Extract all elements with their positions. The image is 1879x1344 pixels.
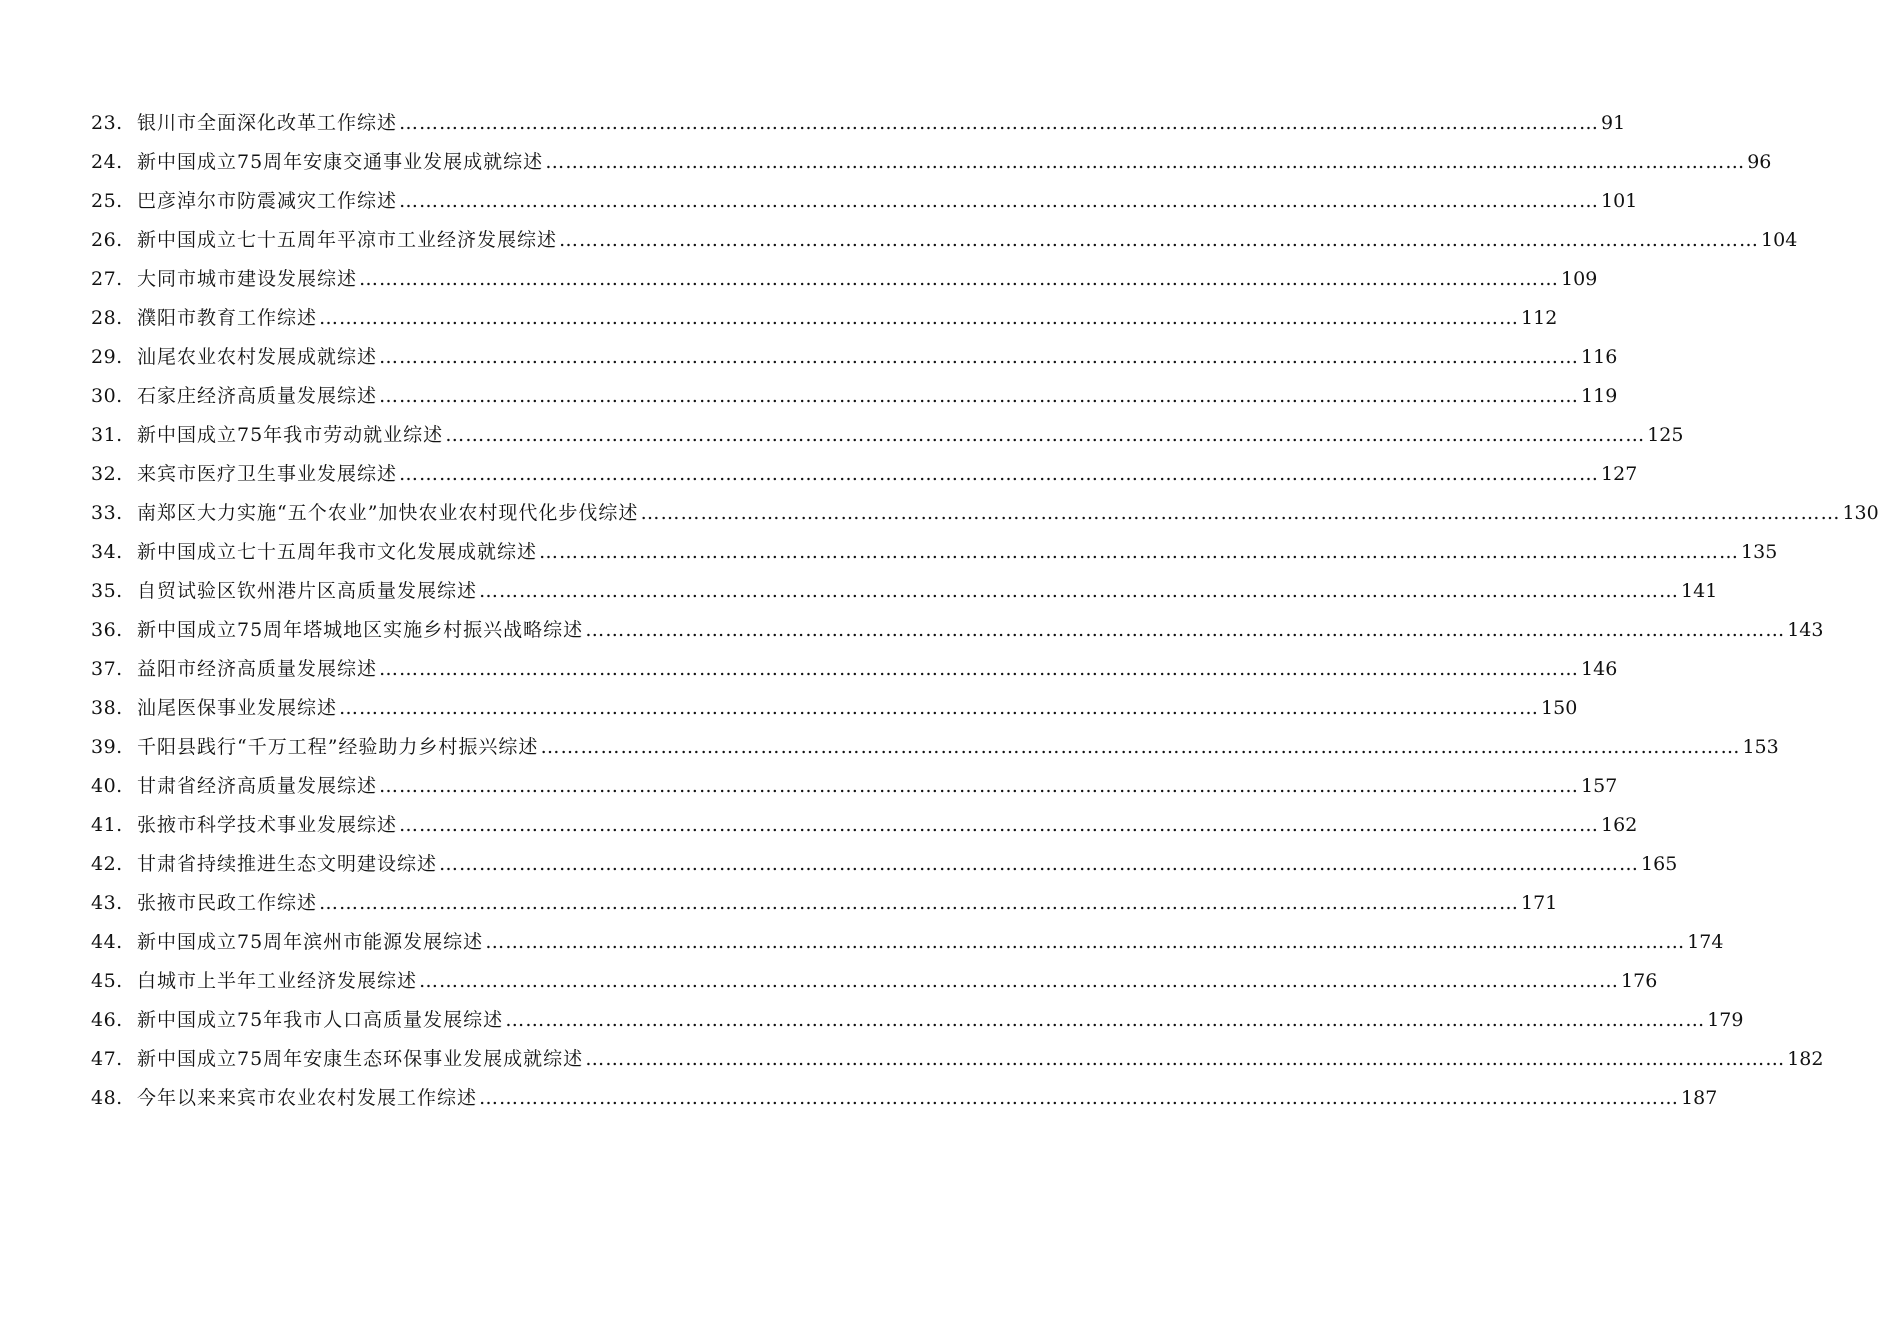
toc-entry-number: 29. (91, 346, 123, 368)
toc-entry-title: 千阳县践行“千万工程”经验助力乡村振兴综述 (137, 736, 539, 758)
toc-entry-title: 新中国成立75年我市人口高质量发展综述 (137, 1009, 504, 1031)
toc-entry-title: 张掖市科学技术事业发展综述 (137, 814, 398, 836)
toc-entry-number: 43. (91, 892, 123, 914)
toc-entry-page: 116 (1581, 346, 1618, 368)
toc-entry-number: 33. (91, 502, 123, 524)
toc-entry-40[interactable] (91, 767, 1618, 806)
toc-entry-page: 130 (1842, 502, 1879, 524)
toc-entry-title: 益阳市经济高质量发展综述 (137, 658, 378, 680)
toc-entry-title: 自贸试验区钦州港片区高质量发展综述 (137, 580, 478, 602)
toc-entry-26[interactable] (91, 221, 1798, 260)
toc-entry-number: 36. (91, 619, 123, 641)
toc-entry-number: 48. (91, 1087, 123, 1109)
toc-entry-35[interactable] (91, 572, 1718, 611)
toc-entry-31[interactable] (91, 416, 1684, 455)
dot-leader: ……………………………………………………………………………………………………………………………………………………………… (445, 424, 1646, 446)
toc-entry-number: 26. (91, 229, 123, 251)
toc-entry-page: 135 (1741, 541, 1778, 563)
toc-entry-number: 28. (91, 307, 123, 329)
toc-entry-23[interactable] (91, 104, 1626, 143)
toc-entry-33[interactable] (91, 494, 1879, 533)
dot-leader: ……………………………………………………………………………………………………………………………………………………………… (379, 775, 1580, 797)
toc-entry-number: 41. (91, 814, 123, 836)
dot-leader: ……………………………………………………………………………………………………………………………………………………………… (399, 190, 1600, 212)
toc-entry-page: 171 (1521, 892, 1558, 914)
toc-entry-number: 24. (91, 151, 123, 173)
toc-entry-page: 119 (1581, 385, 1618, 407)
dot-leader: ……………………………………………………………………………………………………………………………………………………………… (545, 151, 1746, 173)
table-of-contents (91, 104, 1879, 1118)
dot-leader: ……………………………………………………………………………………………………………………………………………………………… (585, 619, 1786, 641)
toc-entry-page: 109 (1561, 268, 1598, 290)
dot-leader: ……………………………………………………………………………………………………………………………………………………………… (559, 229, 1760, 251)
toc-entry-title: 银川市全面深化改革工作综述 (137, 112, 398, 134)
toc-entry-number: 23. (91, 112, 123, 134)
toc-entry-44[interactable] (91, 923, 1724, 962)
toc-entry-48[interactable] (91, 1079, 1718, 1118)
toc-entry-title: 汕尾医保事业发展综述 (137, 697, 338, 719)
dot-leader: ……………………………………………………………………………………………………………………………………………………………… (379, 346, 1580, 368)
toc-entry-page: 125 (1647, 424, 1684, 446)
toc-entry-number: 46. (91, 1009, 123, 1031)
toc-entry-27[interactable] (91, 260, 1598, 299)
toc-entry-page: 174 (1687, 931, 1724, 953)
toc-entry-page: 146 (1581, 658, 1618, 680)
dot-leader: ……………………………………………………………………………………………………………………………………………………………… (399, 463, 1600, 485)
toc-entry-title: 今年以来来宾市农业农村发展工作综述 (137, 1087, 478, 1109)
dot-leader: ……………………………………………………………………………………………………………………………………………………………… (640, 502, 1841, 524)
toc-entry-number: 39. (91, 736, 123, 758)
dot-leader: ……………………………………………………………………………………………………………………………………………………………… (585, 1048, 1786, 1070)
toc-entry-43[interactable] (91, 884, 1558, 923)
toc-entry-number: 25. (91, 190, 123, 212)
toc-entry-title: 白城市上半年工业经济发展综述 (137, 970, 418, 992)
toc-entry-number: 38. (91, 697, 123, 719)
toc-entry-title: 张掖市民政工作综述 (137, 892, 318, 914)
toc-entry-number: 32. (91, 463, 123, 485)
toc-entry-page: 187 (1681, 1087, 1718, 1109)
dot-leader: ……………………………………………………………………………………………………………………………………………………………… (540, 736, 1741, 758)
toc-entry-page: 91 (1601, 112, 1626, 134)
toc-entry-number: 37. (91, 658, 123, 680)
toc-entry-page: 127 (1601, 463, 1638, 485)
toc-entry-page: 150 (1541, 697, 1578, 719)
toc-entry-number: 35. (91, 580, 123, 602)
dot-leader: ……………………………………………………………………………………………………………………………………………………………… (539, 541, 1740, 563)
toc-entry-title: 甘肃省经济高质量发展综述 (137, 775, 378, 797)
dot-leader: ……………………………………………………………………………………………………………………………………………………………… (379, 385, 1580, 407)
dot-leader: ……………………………………………………………………………………………………………………………………………………………… (359, 268, 1560, 290)
toc-entry-page: 153 (1742, 736, 1779, 758)
toc-entry-number: 27. (91, 268, 123, 290)
toc-entry-28[interactable] (91, 299, 1558, 338)
dot-leader: ……………………………………………………………………………………………………………………………………………………………… (485, 931, 1686, 953)
toc-entry-title: 来宾市医疗卫生事业发展综述 (137, 463, 398, 485)
dot-leader: ……………………………………………………………………………………………………………………………………………………………… (505, 1009, 1706, 1031)
toc-entry-title: 新中国成立七十五周年平凉市工业经济发展综述 (137, 229, 558, 251)
dot-leader: ……………………………………………………………………………………………………………………………………………………………… (379, 658, 1580, 680)
dot-leader: ……………………………………………………………………………………………………………………………………………………………… (319, 892, 1520, 914)
toc-entry-38[interactable] (91, 689, 1578, 728)
toc-entry-page: 182 (1787, 1048, 1824, 1070)
toc-entry-page: 157 (1581, 775, 1618, 797)
dot-leader: ……………………………………………………………………………………………………………………………………………………………… (399, 112, 1600, 134)
toc-entry-title: 南郑区大力实施“五个农业”加快农业农村现代化步伐综述 (137, 502, 639, 524)
dot-leader: ……………………………………………………………………………………………………………………………………………………………… (479, 1087, 1680, 1109)
toc-entry-page: 104 (1761, 229, 1798, 251)
toc-entry-number: 44. (91, 931, 123, 953)
toc-entry-number: 34. (91, 541, 123, 563)
toc-entry-title: 新中国成立75周年安康交通事业发展成就综述 (137, 151, 544, 173)
toc-entry-46[interactable] (91, 1001, 1744, 1040)
toc-entry-number: 47. (91, 1048, 123, 1070)
toc-entry-number: 30. (91, 385, 123, 407)
toc-entry-title: 石家庄经济高质量发展综述 (137, 385, 378, 407)
dot-leader: ……………………………………………………………………………………………………………………………………………………………… (339, 697, 1540, 719)
dot-leader: ……………………………………………………………………………………………………………………………………………………………… (419, 970, 1620, 992)
toc-entry-page: 143 (1787, 619, 1824, 641)
toc-entry-page: 162 (1601, 814, 1638, 836)
dot-leader: ……………………………………………………………………………………………………………………………………………………………… (439, 853, 1640, 875)
toc-entry-title: 甘肃省持续推进生态文明建设综述 (137, 853, 438, 875)
toc-entry-25[interactable] (91, 182, 1638, 221)
toc-entry-34[interactable] (91, 533, 1778, 572)
toc-entry-page: 96 (1747, 151, 1772, 173)
toc-entry-number: 45. (91, 970, 123, 992)
toc-entry-47[interactable] (91, 1040, 1824, 1079)
toc-entry-39[interactable] (91, 728, 1779, 767)
dot-leader: ……………………………………………………………………………………………………………………………………………………………… (479, 580, 1680, 602)
toc-entry-page: 176 (1621, 970, 1658, 992)
toc-entry-title: 巴彦淖尔市防震减灾工作综述 (137, 190, 398, 212)
toc-entry-title: 新中国成立75周年安康生态环保事业发展成就综述 (137, 1048, 584, 1070)
toc-entry-45[interactable] (91, 962, 1658, 1001)
toc-entry-title: 大同市城市建设发展综述 (137, 268, 358, 290)
toc-entry-number: 40. (91, 775, 123, 797)
dot-leader: ……………………………………………………………………………………………………………………………………………………………… (319, 307, 1520, 329)
toc-entry-title: 汕尾农业农村发展成就综述 (137, 346, 378, 368)
toc-entry-page: 179 (1707, 1009, 1744, 1031)
toc-entry-42[interactable] (91, 845, 1678, 884)
toc-entry-32[interactable] (91, 455, 1638, 494)
toc-entry-number: 31. (91, 424, 123, 446)
toc-entry-title: 新中国成立75周年滨州市能源发展综述 (137, 931, 484, 953)
toc-entry-number: 42. (91, 853, 123, 875)
toc-entry-41[interactable] (91, 806, 1638, 845)
toc-entry-29[interactable] (91, 338, 1618, 377)
toc-entry-36[interactable] (91, 611, 1824, 650)
toc-entry-30[interactable] (91, 377, 1618, 416)
toc-entry-37[interactable] (91, 650, 1618, 689)
toc-entry-page: 112 (1521, 307, 1558, 329)
toc-entry-page: 101 (1601, 190, 1638, 212)
toc-entry-24[interactable] (91, 143, 1772, 182)
toc-entry-title: 濮阳市教育工作综述 (137, 307, 318, 329)
toc-entry-page: 165 (1641, 853, 1678, 875)
toc-entry-title: 新中国成立75年我市劳动就业综述 (137, 424, 444, 446)
toc-entry-page: 141 (1681, 580, 1718, 602)
toc-entry-title: 新中国成立75周年塔城地区实施乡村振兴战略综述 (137, 619, 584, 641)
toc-entry-title: 新中国成立七十五周年我市文化发展成就综述 (137, 541, 538, 563)
dot-leader: ……………………………………………………………………………………………………………………………………………………………… (399, 814, 1600, 836)
